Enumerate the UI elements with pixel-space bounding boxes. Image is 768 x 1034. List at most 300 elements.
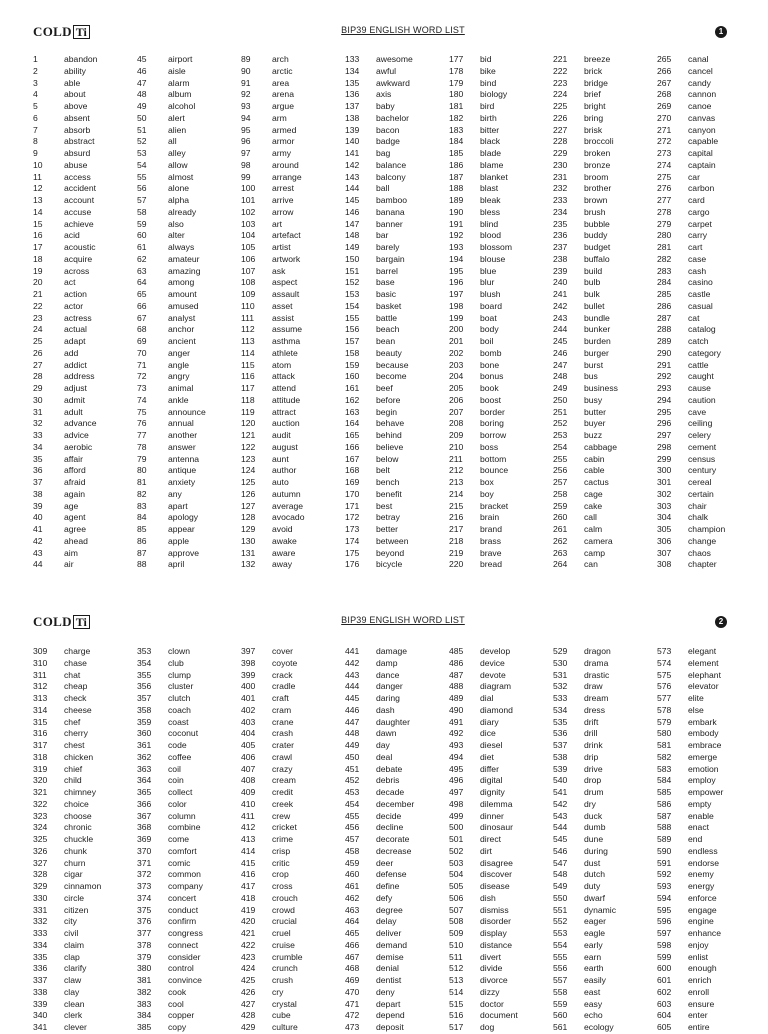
word-index: 466 — [345, 939, 360, 950]
word-index: 540 — [553, 775, 568, 786]
word-entry — [553, 136, 618, 148]
word-text: enemy — [688, 869, 714, 880]
word-text: cart — [688, 242, 703, 252]
word-text: cherry — [64, 728, 88, 739]
word-text: coyote — [272, 657, 298, 668]
word-entry — [33, 465, 97, 477]
word-index: 560 — [553, 1010, 568, 1021]
word-index: 406 — [241, 751, 256, 762]
word-entry — [449, 646, 518, 658]
word-index: 15 — [33, 218, 43, 229]
word-index: 93 — [241, 101, 251, 111]
word-index: 163 — [345, 406, 360, 417]
word-text: believe — [376, 441, 404, 452]
word-text: alert — [168, 112, 185, 123]
word-entry — [657, 952, 723, 964]
word-index: 224 — [553, 89, 568, 100]
word-entry — [345, 1022, 414, 1034]
word-index: 68 — [137, 324, 147, 335]
word-index: 319 — [33, 763, 48, 774]
word-entry — [33, 266, 97, 278]
word-entry — [137, 822, 203, 834]
word-column — [449, 54, 512, 571]
word-entry — [449, 125, 512, 137]
word-entry — [33, 858, 101, 870]
word-index: 508 — [449, 916, 464, 927]
word-text: dismiss — [480, 904, 509, 915]
word-index: 88 — [137, 559, 147, 570]
word-index: 448 — [345, 728, 360, 739]
word-index: 128 — [241, 512, 256, 523]
word-index: 286 — [657, 300, 672, 311]
word-text: ask — [272, 265, 286, 276]
word-text: burst — [584, 359, 604, 370]
word-text: brass — [480, 535, 502, 546]
word-entry — [553, 999, 616, 1011]
logo-box-text: Ti — [73, 25, 90, 39]
word-text: day — [376, 740, 390, 750]
word-index: 447 — [345, 716, 360, 727]
coldti-logo — [33, 614, 90, 630]
word-entry — [33, 489, 97, 501]
word-entry — [137, 383, 206, 395]
word-entry — [553, 740, 616, 752]
word-text: afraid — [64, 477, 86, 487]
word-entry — [449, 987, 518, 999]
word-index: 194 — [449, 253, 464, 264]
word-index: 193 — [449, 242, 464, 252]
word-text: affair — [64, 453, 83, 464]
word-text: direct — [480, 834, 502, 844]
word-text: choose — [64, 810, 92, 821]
word-text: boss — [480, 441, 499, 452]
word-text: enroll — [688, 986, 710, 997]
word-entry — [241, 658, 303, 670]
word-text: culture — [272, 1022, 298, 1032]
word-entry — [449, 324, 512, 336]
word-text: coil — [168, 763, 181, 774]
word-index: 339 — [33, 998, 48, 1009]
word-text: boring — [480, 418, 504, 429]
word-entry — [241, 313, 305, 325]
word-text: early — [584, 939, 603, 950]
word-index: 25 — [33, 336, 43, 346]
word-text: disorder — [480, 916, 512, 927]
word-text: come — [168, 834, 190, 844]
word-entry — [137, 148, 206, 160]
word-text: deliver — [376, 928, 402, 938]
word-index: 295 — [657, 406, 672, 417]
word-entry — [241, 289, 305, 301]
coldti-logo — [33, 24, 90, 40]
word-index: 599 — [657, 951, 672, 962]
word-text: cabin — [584, 453, 605, 464]
word-entry — [33, 928, 101, 940]
word-text: century — [688, 465, 717, 476]
word-index: 312 — [33, 681, 48, 692]
word-text: define — [376, 881, 400, 891]
word-text: bamboo — [376, 195, 408, 205]
word-text: crew — [272, 810, 291, 821]
word-index: 37 — [33, 477, 43, 487]
word-text: clap — [64, 951, 80, 962]
word-text: calm — [584, 524, 603, 534]
word-index: 270 — [657, 112, 672, 123]
word-index: 150 — [345, 253, 360, 264]
word-column — [345, 646, 414, 1034]
word-text: divide — [480, 963, 503, 974]
word-entry — [449, 822, 518, 834]
page-title: BIP39 ENGLISH WORD LIST — [341, 25, 465, 35]
word-entry — [657, 242, 725, 254]
word-text: amazing — [168, 265, 201, 276]
word-entry — [345, 1010, 414, 1022]
word-entry — [345, 266, 413, 278]
word-index: 109 — [241, 289, 256, 299]
word-index: 100 — [241, 183, 256, 194]
word-index: 94 — [241, 112, 251, 123]
word-index: 123 — [241, 453, 256, 464]
word-text: body — [480, 324, 499, 335]
word-text: camp — [584, 547, 606, 558]
word-index: 316 — [33, 728, 48, 739]
word-entry — [449, 670, 518, 682]
word-entry — [657, 1010, 723, 1022]
word-index: 385 — [137, 1022, 152, 1032]
word-text: deny — [376, 986, 395, 997]
word-index: 129 — [241, 524, 256, 534]
word-index: 119 — [241, 406, 255, 417]
word-text: anger — [168, 347, 190, 358]
word-text: cool — [168, 998, 184, 1009]
word-index: 426 — [241, 986, 256, 997]
word-entry — [33, 89, 97, 101]
word-index: 532 — [553, 681, 568, 692]
word-column — [137, 646, 203, 1034]
word-text: bleak — [480, 195, 501, 205]
word-entry — [241, 501, 305, 513]
word-text: daring — [376, 693, 400, 703]
word-entry — [241, 136, 305, 148]
word-entry — [449, 360, 512, 372]
word-index: 60 — [137, 230, 147, 241]
word-entry — [657, 489, 725, 501]
word-index: 536 — [553, 728, 568, 739]
word-entry — [241, 693, 303, 705]
word-index: 589 — [657, 834, 672, 844]
word-text: cargo — [688, 206, 710, 217]
word-entry — [553, 858, 616, 870]
word-index: 300 — [657, 465, 672, 476]
word-index: 86 — [137, 535, 147, 546]
word-text: bean — [376, 336, 396, 346]
word-entry — [657, 999, 723, 1011]
word-text: boost — [480, 394, 502, 405]
word-index: 89 — [241, 54, 251, 64]
word-text: churn — [64, 857, 86, 868]
word-text: absent — [64, 112, 90, 123]
word-index: 199 — [449, 312, 464, 323]
word-index: 452 — [345, 775, 360, 786]
word-entry — [657, 301, 725, 313]
word-index: 556 — [553, 963, 568, 974]
word-entry — [657, 846, 723, 858]
word-index: 122 — [241, 441, 256, 452]
word-entry — [137, 916, 203, 928]
logo-text: COLD — [33, 24, 72, 39]
word-text: arctic — [272, 65, 293, 76]
word-index: 78 — [137, 441, 147, 452]
word-text: better — [376, 524, 398, 534]
word-entry — [137, 301, 206, 313]
word-entry — [33, 658, 101, 670]
word-index: 324 — [33, 822, 48, 833]
word-index: 21 — [33, 289, 43, 299]
word-index: 76 — [137, 418, 147, 429]
word-text: color — [168, 798, 187, 809]
word-text: advance — [64, 418, 97, 429]
word-entry — [657, 183, 725, 195]
word-index: 206 — [449, 394, 464, 405]
word-entry — [553, 846, 616, 858]
word-index: 403 — [241, 716, 256, 727]
word-text: conduct — [168, 904, 199, 915]
word-text: diesel — [480, 740, 503, 750]
word-entry — [657, 101, 725, 113]
word-index: 39 — [33, 500, 43, 511]
word-index: 246 — [553, 347, 568, 358]
word-text: bargain — [376, 253, 405, 264]
word-index: 133 — [345, 54, 360, 64]
word-index: 559 — [553, 998, 568, 1009]
word-index: 288 — [657, 324, 672, 335]
word-entry — [137, 728, 203, 740]
word-entry — [241, 740, 303, 752]
word-index: 419 — [241, 904, 256, 915]
word-index: 134 — [345, 65, 360, 76]
word-entry — [345, 148, 413, 160]
word-text: differ — [480, 763, 499, 774]
word-text: crazy — [272, 763, 293, 774]
word-entry — [449, 195, 512, 207]
word-entry — [657, 811, 723, 823]
word-text: employ — [688, 775, 716, 786]
word-index: 467 — [345, 951, 360, 962]
word-entry — [553, 928, 616, 940]
word-entry — [33, 172, 97, 184]
word-entry — [449, 219, 512, 231]
word-text: deposit — [376, 1022, 404, 1032]
word-text: brain — [480, 512, 500, 523]
word-index: 59 — [137, 218, 147, 229]
word-text: category — [688, 347, 721, 358]
logo-text: COLD — [33, 614, 72, 629]
word-index: 363 — [137, 763, 152, 774]
word-text: cry — [272, 986, 284, 997]
word-index: 356 — [137, 681, 152, 692]
word-text: cage — [584, 488, 603, 499]
word-index: 323 — [33, 810, 48, 821]
word-index: 586 — [657, 798, 672, 809]
word-entry — [657, 336, 725, 348]
word-index: 130 — [241, 535, 256, 546]
word-index: 594 — [657, 892, 672, 903]
word-entry — [33, 219, 97, 231]
word-entry — [241, 963, 303, 975]
word-text: clerk — [64, 1010, 83, 1021]
word-index: 73 — [137, 383, 147, 393]
word-text: civil — [64, 928, 79, 938]
word-entry — [553, 681, 616, 693]
word-index: 111 — [241, 312, 255, 323]
word-text: bomb — [480, 347, 502, 358]
word-text: enact — [688, 822, 710, 833]
word-text: certain — [688, 488, 714, 499]
word-text: adapt — [64, 336, 86, 346]
word-text: annual — [168, 418, 194, 429]
word-text: carry — [688, 230, 708, 241]
word-text: bench — [376, 477, 400, 487]
word-entry — [657, 160, 725, 172]
word-index: 263 — [553, 547, 568, 558]
word-index: 274 — [657, 159, 672, 170]
word-entry — [553, 348, 618, 360]
word-index: 208 — [449, 418, 464, 429]
word-index: 58 — [137, 206, 147, 217]
word-entry — [33, 430, 97, 442]
word-text: easily — [584, 975, 606, 985]
word-entry — [137, 136, 206, 148]
word-index: 114 — [241, 347, 255, 358]
word-entry — [241, 336, 305, 348]
word-index: 47 — [137, 77, 147, 88]
word-index: 228 — [553, 136, 568, 147]
word-text: captain — [688, 159, 716, 170]
word-column — [553, 54, 618, 571]
word-text: bunker — [584, 324, 611, 335]
word-text: congress — [168, 928, 203, 938]
word-text: develop — [480, 646, 511, 656]
word-text: dial — [480, 693, 494, 703]
word-text: attend — [272, 383, 296, 393]
word-index: 335 — [33, 951, 48, 962]
word-index: 291 — [657, 359, 672, 370]
word-index: 266 — [657, 65, 672, 76]
word-entry — [553, 477, 618, 489]
word-index: 169 — [345, 477, 360, 487]
word-entry — [137, 266, 206, 278]
word-entry — [137, 987, 203, 999]
word-text: divert — [480, 951, 502, 962]
word-entry — [553, 822, 616, 834]
word-text: chunk — [64, 845, 87, 856]
word-entry — [137, 670, 203, 682]
word-text: cradle — [272, 681, 296, 692]
word-entry — [553, 407, 618, 419]
word-entry — [241, 524, 305, 536]
word-entry — [33, 787, 101, 799]
word-text: cash — [688, 265, 707, 276]
word-index: 400 — [241, 681, 256, 692]
word-entry — [241, 324, 305, 336]
word-entry — [553, 905, 616, 917]
word-entry — [33, 869, 101, 881]
word-index: 561 — [553, 1022, 568, 1032]
word-index: 378 — [137, 939, 152, 950]
word-index: 161 — [345, 383, 360, 393]
word-index: 598 — [657, 939, 672, 950]
word-entry — [345, 442, 413, 454]
word-text: analyst — [168, 312, 196, 323]
word-entry — [33, 136, 97, 148]
word-index: 296 — [657, 418, 672, 429]
word-text: bid — [480, 54, 492, 64]
word-index: 121 — [241, 430, 256, 440]
word-index: 298 — [657, 441, 672, 452]
word-entry — [137, 811, 203, 823]
word-text: dilemma — [480, 798, 513, 809]
word-entry — [241, 681, 303, 693]
word-entry — [33, 242, 97, 254]
word-index: 507 — [449, 904, 464, 915]
word-entry — [449, 454, 512, 466]
word-index: 171 — [345, 500, 360, 511]
word-index: 427 — [241, 998, 256, 1009]
word-index: 271 — [657, 124, 672, 135]
word-text: dream — [584, 693, 609, 703]
word-entry — [553, 548, 618, 560]
word-column — [657, 646, 723, 1034]
word-index: 457 — [345, 834, 360, 844]
word-entry — [241, 454, 305, 466]
word-text: clarify — [64, 963, 87, 974]
word-text: check — [64, 693, 87, 703]
word-text: catch — [688, 336, 709, 346]
word-text: bind — [480, 77, 497, 88]
word-text: document — [480, 1010, 518, 1021]
word-text: coffee — [168, 751, 192, 762]
word-entry — [553, 717, 616, 729]
word-entry — [449, 999, 518, 1011]
word-text: bicycle — [376, 559, 403, 570]
word-text: bus — [584, 371, 598, 382]
word-text: cabbage — [584, 441, 617, 452]
word-index: 354 — [137, 657, 152, 668]
word-index: 90 — [241, 65, 251, 76]
word-text: burger — [584, 347, 609, 358]
word-index: 410 — [241, 798, 256, 809]
word-index: 13 — [33, 195, 43, 205]
word-index: 245 — [553, 336, 568, 346]
word-entry — [33, 148, 97, 160]
word-text: board — [480, 300, 502, 311]
word-entry — [449, 940, 518, 952]
word-index: 600 — [657, 963, 672, 974]
word-entry — [449, 963, 518, 975]
word-text: car — [688, 171, 700, 182]
word-entry — [345, 324, 413, 336]
word-text: acid — [64, 230, 80, 241]
word-index: 151 — [345, 265, 360, 276]
word-entry — [137, 940, 203, 952]
word-text: art — [272, 218, 283, 229]
word-entry — [137, 775, 203, 787]
word-entry — [345, 928, 414, 940]
word-index: 456 — [345, 822, 360, 833]
word-text: cement — [688, 441, 717, 452]
word-index: 489 — [449, 693, 464, 703]
word-index: 81 — [137, 477, 147, 487]
